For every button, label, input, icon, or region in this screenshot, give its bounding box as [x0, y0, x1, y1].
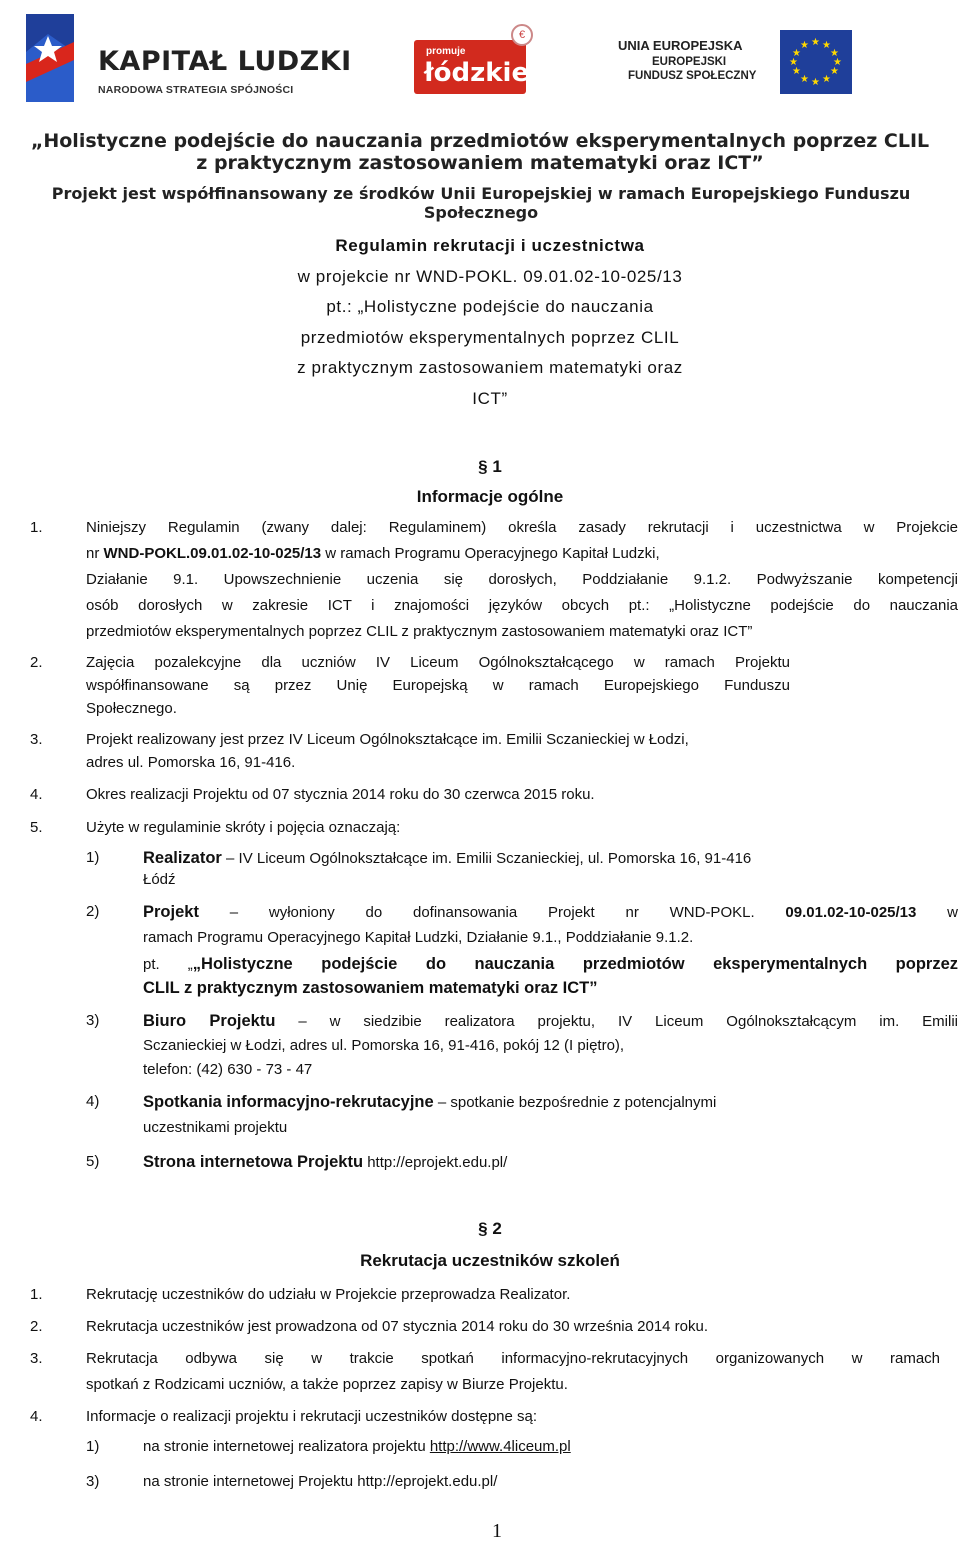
- euro-circle-icon: €: [511, 24, 533, 46]
- s2-item3-line: [143, 1470, 943, 1494]
- section2-heading: Rekrutacja uczestników szkoleń: [360, 1251, 620, 1270]
- def3-line2: Sczanieckiej w Łodzi, adres ul. Pomorska 16, 91-416, pokój 12 (I piętro),: [143, 1037, 625, 1054]
- def3-number: 3): [86, 1012, 100, 1029]
- def2-w: w: [947, 904, 959, 921]
- s1-p1-line4: osób dorosłych w zakresie ICT i znajomości języków obcych pt.: „Holistyczne podejście do nauczania: [86, 597, 958, 614]
- ue-fund-line2: FUNDUSZ SPOŁECZNY: [628, 70, 757, 82]
- s1-p2-line3: Społecznego.: [86, 700, 177, 717]
- s2-p1-line1: Rekrutację uczestników do udziału w Projekcie przeprowadza Realizator.: [86, 1286, 571, 1303]
- def2-number: 2): [86, 903, 100, 920]
- s1-p1-line5: przedmiotów eksperymentalnych poprzez CLIL z praktycznym zastosowaniem matematyki oraz ICT”: [86, 623, 753, 640]
- def5-url-link[interactable]: http://eprojekt.edu.pl/: [367, 1154, 508, 1171]
- kapital-ludzki-logo-icon: [18, 12, 88, 104]
- s1-p2-number: 2.: [30, 654, 43, 671]
- s2-p3-line2: spotkań z Rodzicami uczniów, a także poprzez zapisy w Biurze Projektu.: [86, 1376, 568, 1393]
- s2-item1-link[interactable]: http://www.4liceum.pl: [429, 1438, 571, 1455]
- def5-term: Strona internetowa Projektu: [143, 1153, 364, 1171]
- s1-p2-line1: Zajęcia pozalekcyjne dla uczniów IV Liceum Ogólnokształcącego w ramach Projektu: [86, 654, 790, 671]
- def5-number: 5): [86, 1153, 100, 1170]
- doc-title-line1: Regulamin rekrutacji i uczestnictwa: [335, 236, 645, 255]
- s1-p3-line2: adres ul. Pomorska 16, 91-416.: [86, 754, 296, 771]
- lodz-name: łódzkie: [424, 58, 530, 88]
- def5-line1: [143, 1150, 943, 1175]
- def2-line2: ramach Programu Operacyjnego Kapitał Ludzki, Działanie 9.1., Poddziałanie 9.1.2.: [143, 929, 694, 946]
- s2-item3-text: na stronie internetowej Projektu: [143, 1473, 354, 1490]
- def4-number: 4): [86, 1093, 100, 1110]
- doc-title-line2: w projekcie nr WND-POKL. 09.01.02-10-025/13: [297, 267, 683, 286]
- doc-title-line3: pt.: „Holistyczne podejście do nauczania: [326, 297, 654, 316]
- def2-term: Projekt: [143, 903, 199, 921]
- doc-title-line6: ICT”: [472, 389, 508, 408]
- def1-number: 1): [86, 849, 100, 866]
- doc-title-line4: przedmiotów eksperymentalnych poprzez CLIL: [300, 328, 680, 347]
- s1-p1-line2: [86, 542, 958, 566]
- project-title-line1: „Holistyczne podejście do nauczania przedmiotów eksperymentalnych poprzez CLIL: [30, 130, 930, 152]
- s2-p3-number: 3.: [30, 1350, 43, 1367]
- s2-item1-text: na stronie internetowej realizatora projektu: [143, 1438, 426, 1455]
- s2-p2-line1: Rekrutacja uczestników jest prowadzona od 07 stycznia 2014 roku do 30 września 2014 roku.: [86, 1318, 709, 1335]
- def4-term: Spotkania informacyjno-rekrutacyjne: [143, 1093, 434, 1111]
- s1-p1-nr: nr: [86, 545, 100, 562]
- def2-desc: – wyłoniony do dofinansowania Projekt nr WND-POKL.: [229, 904, 755, 921]
- def2-line4: CLIL z praktycznym zastosowaniem matematyki oraz ICT”: [143, 979, 598, 997]
- def2-pt: pt. „: [143, 956, 193, 973]
- ue-title: UNIA EUROPEJSKA: [618, 38, 743, 53]
- def4-desc: – spotkanie bezpośrednie z potencjalnymi: [437, 1094, 717, 1111]
- ue-fund-line1: EUROPEJSKI: [652, 56, 727, 68]
- def2-project-number: 09.01.02-10-025/13: [785, 904, 917, 921]
- project-title-line2: z praktycznym zastosowaniem matematyki oraz ICT”: [196, 152, 764, 174]
- def3-line1: [143, 1009, 958, 1034]
- s2-p4-number: 4.: [30, 1408, 43, 1425]
- def2-line1: [143, 900, 958, 925]
- header-logos: [0, 0, 960, 120]
- section2-number: § 2: [478, 1219, 502, 1238]
- section1-heading: Informacje ogólne: [416, 487, 564, 506]
- s1-p1-program: w ramach Programu Operacyjnego Kapitał Ludzki,: [325, 545, 660, 562]
- def3-line3: telefon: (42) 630 - 73 - 47: [143, 1061, 313, 1078]
- def4-line2: uczestnikami projektu: [143, 1119, 288, 1136]
- s2-item3-link[interactable]: http://eprojekt.edu.pl/: [357, 1473, 498, 1490]
- kapital-ludzki-title: KAPITAŁ LUDZKI: [98, 46, 352, 77]
- s2-p1-number: 1.: [30, 1286, 43, 1303]
- s2-item1-line: [143, 1435, 943, 1459]
- s2-p3-line1: Rekrutacja odbywa się w trakcie spotkań informacyjno-rekrutacyjnych organizowanych w ramach: [86, 1350, 940, 1367]
- kapital-ludzki-subtitle: NARODOWA STRATEGIA SPÓJNOŚCI: [98, 84, 294, 96]
- s1-p1-line3: Działanie 9.1. Upowszechnienie uczenia się dorosłych, Poddziałanie 9.1.2. Podwyższanie kompetencji: [86, 571, 958, 588]
- def2-title: „Holistyczne podejście do nauczania przedmiotów eksperymentalnych poprzez: [192, 955, 959, 973]
- s1-p5-line1: Użyte w regulaminie skróty i pojęcia oznaczają:: [86, 819, 401, 836]
- lodz-promuje: promuje: [426, 46, 466, 57]
- doc-title-line5: z praktycznym zastosowaniem matematyki oraz: [297, 358, 683, 377]
- s1-p3-number: 3.: [30, 731, 43, 748]
- eu-flag-icon: ★ ★ ★ ★ ★ ★ ★ ★ ★ ★ ★ ★: [780, 30, 852, 94]
- s2-item3-number: 3): [86, 1473, 100, 1490]
- def3-desc: – w siedzibie realizatora projektu, IV Liceum Ogólnokształcącym im. Emilii: [298, 1013, 958, 1030]
- s1-p1-number: 1.: [30, 519, 43, 536]
- s1-p3-line1: Projekt realizowany jest przez IV Liceum Ogólnokształcące im. Emilii Sczanieckiej w Łodzi,: [86, 731, 689, 748]
- page-number: 1: [492, 1520, 502, 1542]
- def1-term: Realizator: [143, 849, 222, 867]
- def2-line3: [143, 952, 958, 977]
- s1-p1-project-number: WND-POKL.09.01.02-10-025/13: [103, 545, 322, 562]
- cofinancing-note: Projekt jest współfinansowany ze środków Unii Europejskiej w ramach Europejskiego Funduszu Społecznego: [51, 184, 911, 222]
- s1-p2-line2: współfinansowane są przez Unię Europejską w ramach Europejskiego Funduszu: [86, 677, 790, 694]
- s2-p4-line1: Informacje o realizacji projektu i rekrutacji uczestników dostępne są:: [86, 1408, 538, 1425]
- def3-term: Biuro Projektu: [143, 1012, 276, 1030]
- s1-p1-line1: Niniejszy Regulamin (zwany dalej: Regulaminem) określa zasady rekrutacji i uczestnictwa w Projekcie: [86, 519, 958, 536]
- s1-p4-line1: Okres realizacji Projektu od 07 stycznia 2014 roku do 30 czerwca 2015 roku.: [86, 786, 595, 803]
- s1-p4-number: 4.: [30, 786, 43, 803]
- s2-p2-number: 2.: [30, 1318, 43, 1335]
- s1-p5-number: 5.: [30, 819, 43, 836]
- def4-line1: [143, 1090, 943, 1115]
- section1-number: § 1: [478, 457, 502, 476]
- def1-line2: Łódź: [143, 871, 176, 888]
- s2-item1-number: 1): [86, 1438, 100, 1455]
- def1-line1: [143, 846, 958, 871]
- def1-desc: – IV Liceum Ogólnokształcące im. Emilii Sczanieckiej, ul. Pomorska 16, 91-416: [226, 850, 752, 867]
- lodz-logo: [414, 40, 530, 94]
